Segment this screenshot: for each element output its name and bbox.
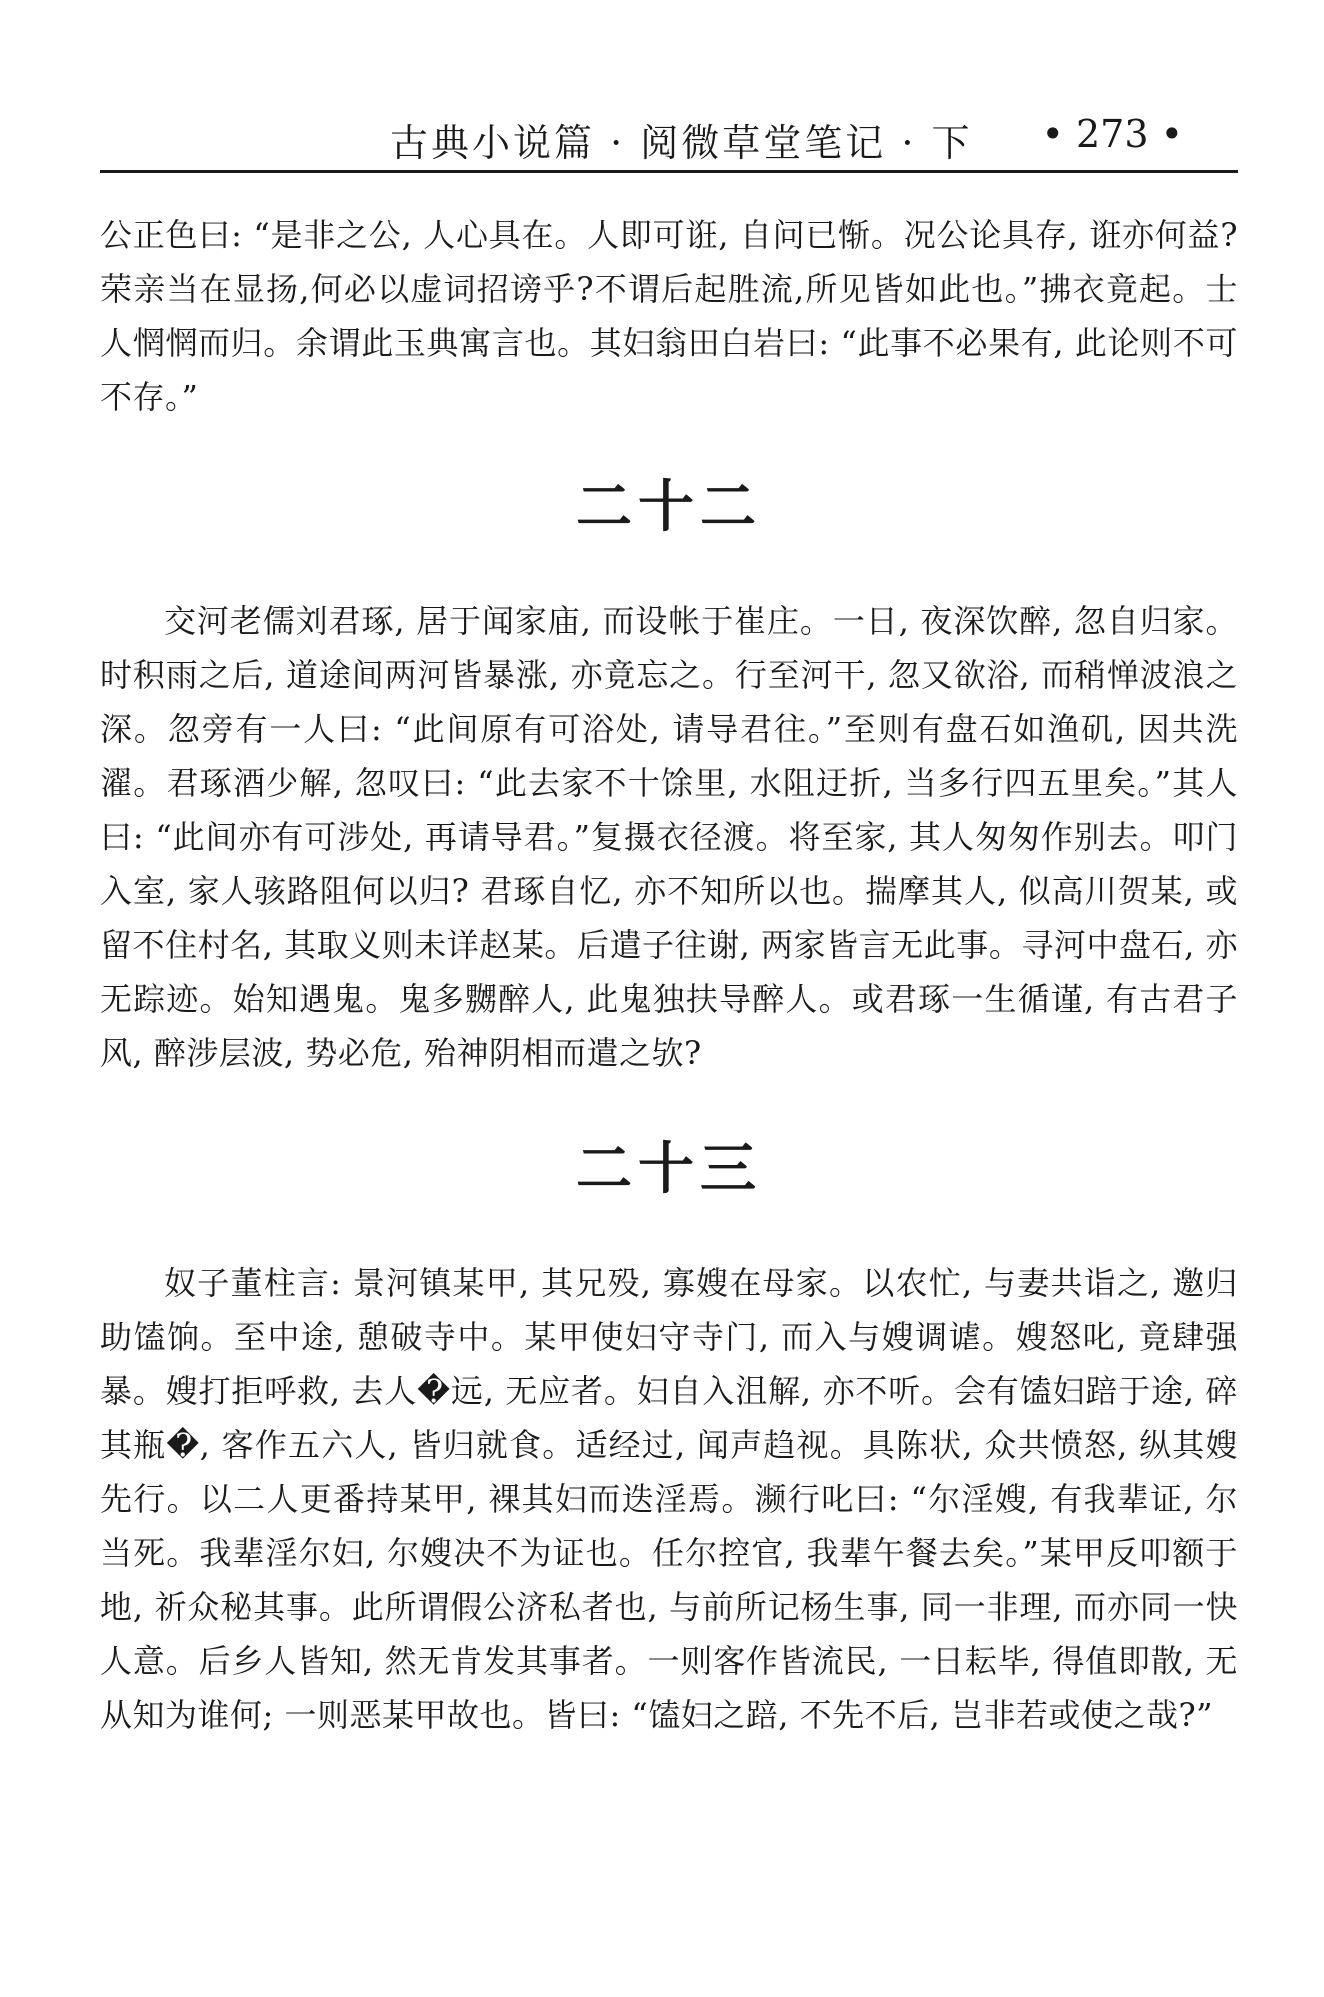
section-23-paragraph: 奴子董柱言: 景河镇某甲, 其兄殁, 寡嫂在母家。以农忙, 与妻共诣之, 邀归助馌饷。至中途, 憩破寺中。某甲使妇守寺门, 而入与嫂调谑。嫂怒叱, 竟肆强暴。嫂打拒呼救, 去人�远, 无应者。妇自入沮解, 亦不听。会有馌妇踣于途, 碎其瓶�, 客作五六人, 皆归就食。适经过, 闻声趋视。具陈状, 众共愤怒, 纵其嫂先行。以二人更番持某甲, 裸其妇而迭淫焉。濒行叱曰: “尔淫嫂, 有我辈证, 尔当死。我辈淫尔妇, 尔嫂决不为证也。任尔控官, 我辈午餐去矣。”某甲反叩额于地, 祈众秘其事。此所谓假公济私者也, 与前所记杨生事, 同一非理, 而亦同一快人意。后乡人皆知, 然无肯发其事者。一则客作皆流民, 一日耘毕, 得值即散, 无从知为谁何; 一则恶某甲故也。皆曰: “馌妇之踣, 不先不后, 岂非若或使之哉?” [100, 1264, 1238, 1734]
header-title: 古典小说篇 · 阅微草堂笔记 · 下 [390, 121, 973, 165]
intro-paragraph: 公正色曰: “是非之公, 人心具在。人即可诳, 自问已惭。况公论具存, 诳亦何益?荣亲当在显扬,何必以虚词招谤乎?不谓后起胜流,所见皆如此也。”拂衣竟起。士人惘惘而归。余谓此玉典寓言也。其妇翁田白岩曰: “此事不必果有, 此论则不可不存。” [100, 216, 1238, 416]
page-body [100, 208, 1238, 1742]
header-rule [100, 170, 1238, 173]
section-22-paragraph: 交河老儒刘君琢, 居于闻家庙, 而设帐于崔庄。一日, 夜深饮醉, 忽自归家。时积雨之后, 道途间两河皆暴涨, 亦竟忘之。行至河干, 忽又欲浴, 而稍惮波浪之深。忽旁有一人曰: “此间原有可浴处, 请导君往。”至则有盘石如渔矶, 因共洗濯。君琢酒少解, 忽叹曰: “此去家不十馀里, 水阻迂折, 当多行四五里矣。”其人曰: “此间亦有可涉处, 再请导君。”复摄衣径渡。将至家, 其人匆匆作别去。叩门入室, 家人骇路阻何以归? 君琢自忆, 亦不知所以也。揣摩其人, 似高川贺某, 或留不住村名, 其取义则未详赵某。后遣子往谢, 两家皆言无此事。寻河中盘石, 亦无踪迹。始知遇鬼。鬼多嬲醉人, 此鬼独扶导醉人。或君琢一生循谨, 有古君子风, 醉涉层波, 势必危, 殆神阴相而遣之欤? [100, 602, 1238, 1072]
section-heading-22: 二十二 [576, 475, 762, 540]
page-number: • 273 • [1041, 112, 1183, 156]
section-heading-23: 二十三 [576, 1137, 762, 1202]
running-header [100, 100, 1238, 170]
